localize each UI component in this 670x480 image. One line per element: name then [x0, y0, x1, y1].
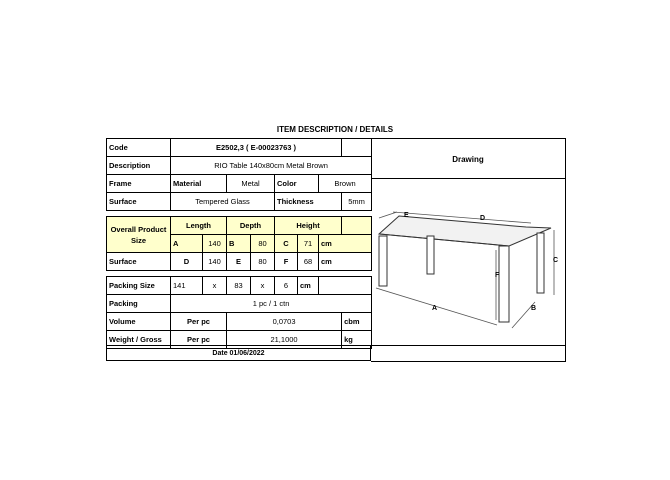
dim-e-value: 80 [251, 253, 275, 271]
dim-d-letter: D [171, 253, 203, 271]
depth-header: Depth [227, 217, 275, 235]
drawing-divider [371, 178, 565, 179]
drawing-label: Drawing [452, 155, 484, 164]
surface-size-label: Surface [107, 253, 171, 271]
thickness-label: Thickness [275, 193, 342, 211]
volume-label: Volume [107, 313, 171, 331]
page-title: ITEM DESCRIPTION / DETAILS [276, 125, 394, 134]
description-label: Description [107, 157, 171, 175]
dim-a-letter: A [171, 235, 203, 253]
label-b: B [531, 305, 537, 312]
date-stamp: Date 01/06/2022 [106, 345, 371, 361]
weight-per: Per pc [171, 331, 227, 349]
row-code [107, 139, 372, 157]
packing-size-unit: cm [298, 277, 319, 295]
code-label: Code [107, 139, 171, 157]
leg-front-left [379, 236, 387, 286]
packing-x1: x [203, 277, 227, 295]
row-surface-size [107, 253, 372, 271]
weight-value: 21,1000 [227, 331, 342, 349]
packing-length: 141 [171, 277, 203, 295]
dim-e-letter: E [227, 253, 251, 271]
overall-label: Overall Product Size [107, 217, 171, 253]
dim-d-value: 140 [203, 253, 227, 271]
drawing-bottom-divider [371, 345, 565, 346]
row-volume [107, 313, 372, 331]
packing-x2: x [251, 277, 275, 295]
packing-height: 6 [275, 277, 298, 295]
color-value: Brown [319, 175, 372, 193]
label-f: F [495, 272, 500, 279]
packing-size-empty [319, 277, 372, 295]
row-packing [107, 295, 372, 313]
row-frame [107, 175, 372, 193]
code-empty [342, 139, 372, 157]
length-header: Length [171, 217, 227, 235]
label-d: D [480, 215, 486, 222]
table-drawing [371, 200, 561, 330]
dim-a-value: 140 [203, 235, 227, 253]
label-e: E [404, 212, 409, 219]
leg-back-right [537, 233, 544, 293]
volume-per: Per pc [171, 313, 227, 331]
dim-c-letter: C [275, 235, 298, 253]
packing-width: 83 [227, 277, 251, 295]
height-header: Height [275, 217, 342, 235]
weight-unit: kg [342, 331, 372, 349]
row-overall-header [107, 217, 372, 235]
overall-unit: cm [319, 235, 372, 253]
row-packing-size [107, 277, 372, 295]
table-shape [379, 216, 551, 322]
packing-label: Packing [107, 295, 171, 313]
volume-value: 0,0703 [227, 313, 342, 331]
dim-c-value: 71 [298, 235, 319, 253]
leg-back-left [427, 236, 434, 274]
spec-table [106, 138, 372, 349]
surface-size-unit: cm [319, 253, 372, 271]
row-surface [107, 193, 372, 211]
surface-label: Surface [107, 193, 171, 211]
label-c: C [553, 257, 559, 264]
overall-header-empty [342, 217, 372, 235]
surface-value: Tempered Glass [171, 193, 275, 211]
thickness-value: 5mm [342, 193, 372, 211]
dim-f-value: 68 [298, 253, 319, 271]
label-a: A [432, 305, 438, 312]
material-value: Metal [227, 175, 275, 193]
dim-b-value: 80 [251, 235, 275, 253]
packing-value: 1 pc / 1 ctn [171, 295, 372, 313]
frame-label: Frame [107, 175, 171, 193]
color-label: Color [275, 175, 319, 193]
material-label: Material [171, 175, 227, 193]
dim-f-letter: F [275, 253, 298, 271]
packing-size-label: Packing Size [107, 277, 171, 295]
row-description [107, 157, 372, 175]
dim-b-letter: B [227, 235, 251, 253]
description-value: RIO Table 140x80cm Metal Brown [171, 157, 372, 175]
weight-label: Weight / Gross [107, 331, 171, 349]
leg-front-right [499, 246, 509, 322]
code-value: E2502,3 ( E-00023763 ) [171, 139, 342, 157]
volume-unit: cbm [342, 313, 372, 331]
